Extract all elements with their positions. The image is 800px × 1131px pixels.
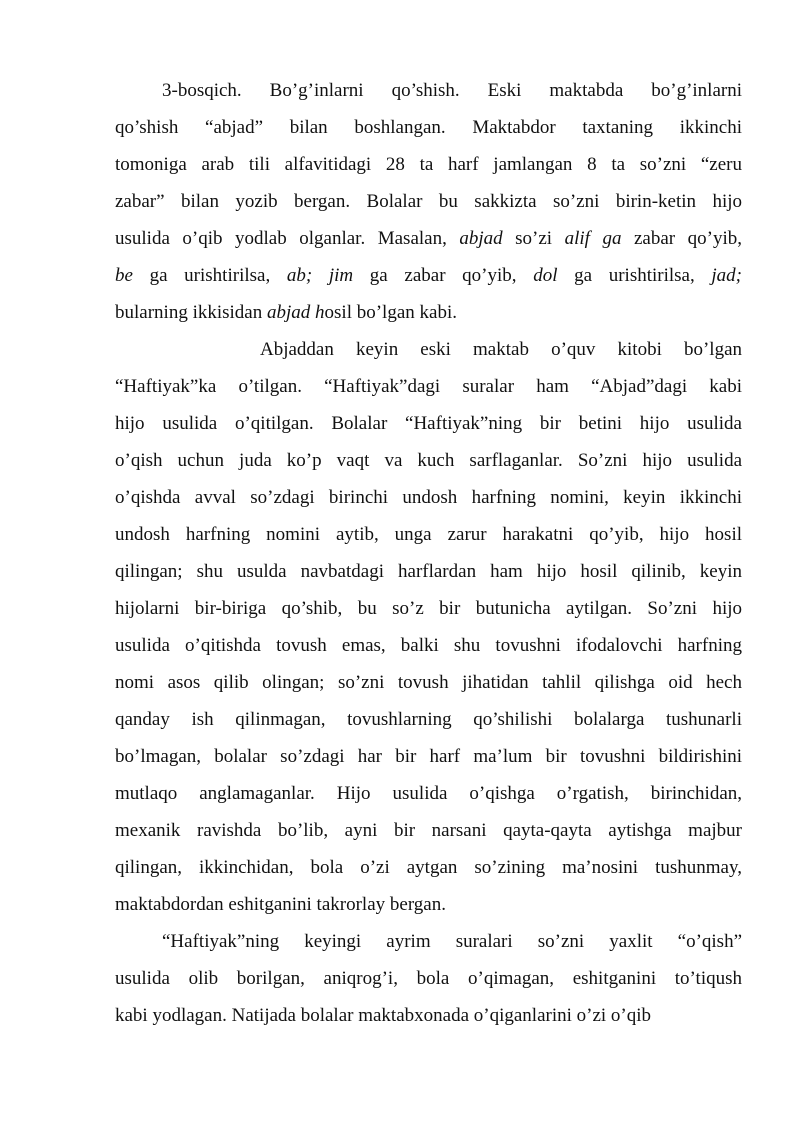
text-run: maktabdordan eshitganini takrorlay bergan. — [115, 894, 446, 915]
italic-term: abjad — [459, 228, 503, 249]
text-line — [115, 183, 742, 220]
text-line — [115, 590, 742, 627]
text-line — [115, 146, 742, 183]
text-run: hijo usulida o’qitilgan. Bolalar “Haftiyak”ning bir betini hijo usulida — [115, 413, 742, 434]
text-line — [115, 997, 742, 1034]
text-run: usulida o’qib yodlab olganlar. Masalan, — [115, 228, 460, 249]
text-line — [115, 923, 742, 960]
text-line — [115, 109, 742, 146]
text-line — [115, 627, 742, 664]
text-run: nomi asos qilib olingan; so’zni tovush jihatidan tahlil qilishga oid hech — [115, 672, 742, 693]
italic-term: dol — [533, 265, 558, 286]
italic-term: jad; — [711, 265, 743, 286]
text-line — [115, 72, 742, 109]
text-run: hijolarni bir-biriga qo’shib, bu so’z bir butunicha aytilgan. So’zni hijo — [115, 598, 742, 619]
text-line — [115, 294, 742, 331]
text-run: mexanik ravishda bo’lib, ayni bir narsani qayta-qayta aytishga majbur — [115, 820, 742, 841]
text-line — [115, 812, 742, 849]
text-run: zabar” bilan yozib bergan. Bolalar bu sakkizta so’zni birin-ketin hijo — [115, 191, 742, 212]
text-line — [115, 664, 742, 701]
text-run: o’qishda avval so’zdagi birinchi undosh harfning nomini, keyin ikkinchi — [115, 487, 742, 508]
text-run: ga zabar qo’yib, — [353, 265, 534, 286]
text-run: qanday ish qilinmagan, tovushlarning qo’shilishi bolalarga tushunarli — [115, 709, 742, 730]
italic-term: abjad h — [266, 302, 325, 323]
paragraph-p1 — [115, 72, 742, 331]
text-line — [115, 886, 742, 923]
italic-term: be — [115, 265, 133, 286]
text-run: 3-bosqich. Bo’g’inlarni qo’shish. Eski maktabda bo’g’inlarni — [162, 80, 742, 101]
text-run: usulida o’qitishda tovush emas, balki shu tovushni ifodalovchi harfning — [115, 635, 742, 656]
text-run: undosh harfning nomini aytib, unga zarur harakatni qo’yib, hijo hosil — [115, 524, 742, 545]
text-line — [115, 775, 742, 812]
text-line — [115, 257, 742, 294]
text-run: mutlaqo anglamaganlar. Hijo usulida o’qishga o’rgatish, birinchidan, — [115, 783, 742, 804]
text-run: qilingan; shu usulda navbatdagi harflardan ham hijo hosil qilinib, keyin — [115, 561, 742, 582]
text-run: so’zi — [502, 228, 565, 249]
text-line — [115, 479, 742, 516]
text-run: bo’lmagan, bolalar so’zdagi har bir harf ma’lum bir tovushni bildirishini — [115, 746, 742, 767]
text-run: tomoniga arab tili alfavitidagi 28 ta harf jamlangan 8 ta so’zni “zeru — [115, 154, 742, 175]
text-line — [115, 701, 742, 738]
text-run: o’qish uchun juda ko’p vaqt va kuch sarflaganlar. So’zni hijo usulida — [115, 450, 742, 471]
text-line — [115, 960, 742, 997]
text-line — [115, 220, 742, 257]
text-run: kabi yodlagan. Natijada bolalar maktabxonada o’qiganlarini o’zi o’qib — [115, 1005, 652, 1026]
text-line — [115, 368, 742, 405]
italic-term: ab; jim — [286, 265, 354, 286]
text-run: Abjaddan keyin eski maktab o’quv kitobi bo’lgan — [260, 339, 742, 360]
text-line — [115, 331, 742, 368]
text-run: qo’shish “abjad” bilan boshlangan. Maktabdor taxtaning ikkinchi — [115, 117, 742, 138]
text-run: usulida olib borilgan, aniqrog’i, bola o’qimagan, eshitganini to’tiqush — [115, 968, 742, 989]
text-line — [115, 405, 742, 442]
text-line — [115, 553, 742, 590]
text-run: ga urishtirilsa, — [132, 265, 287, 286]
text-line — [115, 738, 742, 775]
text-line — [115, 849, 742, 886]
paragraph-p3 — [115, 923, 742, 1034]
text-run: bularning ikkisidan — [115, 302, 267, 323]
text-run: “Haftiyak”ka o’tilgan. “Haftiyak”dagi suralar ham “Abjad”dagi kabi — [115, 376, 742, 397]
paragraph-p2 — [115, 331, 742, 923]
text-run: ga urishtirilsa, — [557, 265, 712, 286]
text-line — [115, 516, 742, 553]
text-run: osil bo’lgan kabi. — [324, 302, 457, 323]
italic-term: alif ga — [564, 228, 622, 249]
text-line — [115, 442, 742, 479]
document-page — [115, 72, 742, 1034]
text-run: “Haftiyak”ning keyingi ayrim suralari so’zni yaxlit “o’qish” — [162, 931, 742, 952]
text-run: qilingan, ikkinchidan, bola o’zi aytgan so’zining ma’nosini tushunmay, — [115, 857, 742, 878]
text-run: zabar qo’yib, — [621, 228, 742, 249]
